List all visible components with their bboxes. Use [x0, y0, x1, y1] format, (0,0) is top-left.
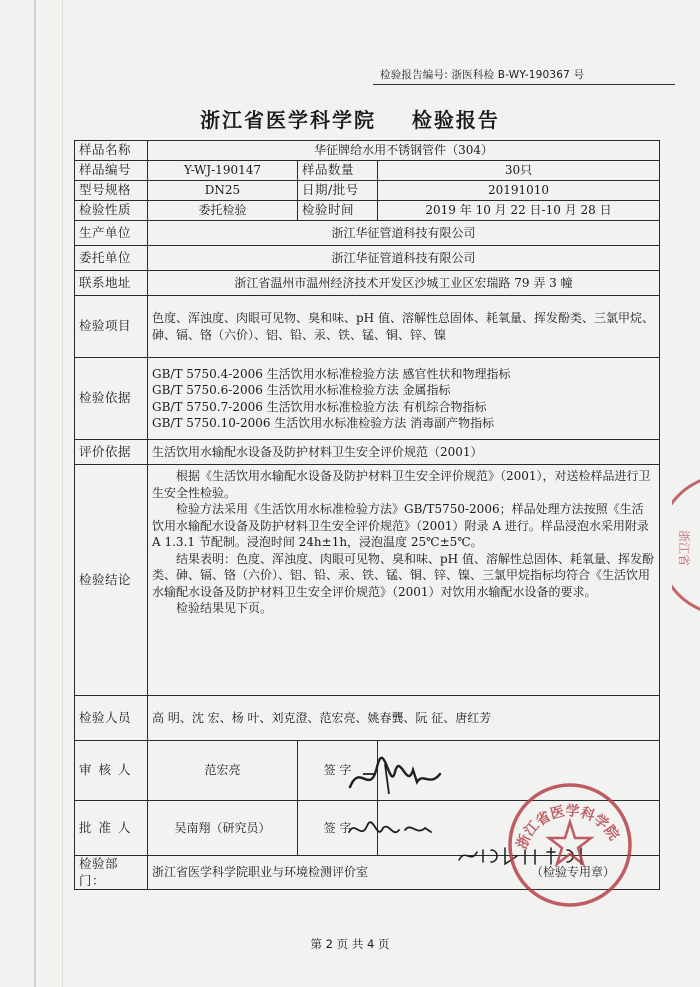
sample-no: Y-WJ-190147: [148, 161, 298, 181]
inspection-basis: [148, 358, 660, 440]
inspectors-label: 检验人员: [75, 696, 148, 741]
table-row: [75, 465, 660, 696]
table-row: [75, 271, 660, 296]
sign-label: 签 字: [298, 801, 378, 856]
sample-no-label: 样品编号: [75, 161, 148, 181]
seal-text: 浙江省医学科学院: [513, 803, 622, 852]
conclusion-paragraph: 检验方法采用《生活饮用水标准检验方法》GB/T5750-2006；样品处理方法按照《生活饮用水输配水设备及防护材料卫生安全评价规范》（2001）附录 A 进行。样品浸泡水采用附录 A 1.3.1 节配制。浸泡时间 24h±1h，浸泡温度 25℃±5℃。: [152, 502, 649, 549]
basis-label: 检验依据: [75, 358, 148, 440]
table-row: [75, 221, 660, 246]
date-batch-label: 日期/批号: [298, 181, 378, 201]
time-label: 检验时间: [298, 201, 378, 221]
table-row: [75, 141, 660, 161]
date-batch: 20191010: [378, 181, 660, 201]
department-name: 浙江省医学科学院职业与环境检测评价室: [152, 865, 369, 880]
table-row: [75, 181, 660, 201]
seal-label: （检验专用章）: [531, 865, 616, 880]
evaluation-basis: 生活饮用水输配水设备及防护材料卫生安全评价规范（2001）: [148, 440, 660, 465]
reviewer: 范宏亮: [148, 741, 298, 801]
header-rule: [373, 84, 675, 85]
conclusion-paragraph: 根据《生活饮用水输配水设备及防护材料卫生安全评价规范》（2001），对送检样品进行卫生安全性检验。: [152, 469, 651, 500]
fold-line: [34, 0, 36, 987]
client: 浙江华征管道科技有限公司: [148, 246, 660, 271]
nature-label: 检验性质: [75, 201, 148, 221]
table-row: [75, 161, 660, 181]
table-row: [75, 201, 660, 221]
basis-line: GB/T 5750.7-2006 生活饮用水标准检验方法 有机综合物指标: [152, 399, 487, 414]
official-seal: [505, 780, 635, 910]
inspection-time: 2019 年 10 月 22 日-10 月 28 日: [378, 201, 660, 221]
producer-label: 生产单位: [75, 221, 148, 246]
fold-line: [62, 0, 63, 987]
sample-name-label: 样品名称: [75, 141, 148, 161]
eval-label: 评价依据: [75, 440, 148, 465]
basis-line: GB/T 5750.10-2006 生活饮用水标准检验方法 消毒副产物指标: [152, 416, 495, 430]
sample-qty-label: 样品数量: [298, 161, 378, 181]
sample-name: 华征牌给水用不锈钢管件（304）: [148, 141, 660, 161]
client-label: 委托单位: [75, 246, 148, 271]
address-label: 联系地址: [75, 271, 148, 296]
items-label: 检验项目: [75, 296, 148, 358]
table-row: [75, 358, 660, 440]
nature: 委托检验: [148, 201, 298, 221]
page-number: 第 2 页 共 4 页: [310, 937, 390, 951]
report-number: 检验报告编号: 浙医科检 B-WY-190367 号: [380, 69, 585, 81]
model-label: 型号规格: [75, 181, 148, 201]
sign-label: 签 字: [298, 741, 378, 801]
basis-line: GB/T 5750.4-2006 生活饮用水标准检验方法 感官性状和物理指标: [152, 366, 511, 381]
conclusion-label: 检验结论: [75, 465, 148, 696]
model: DN25: [148, 181, 298, 201]
approver-signature: [345, 812, 435, 847]
report-title: 浙江省医学科学院 检验报告: [200, 108, 500, 132]
inspectors: 高 明、沈 宏、杨 叶、刘克澄、范宏亮、姚春龔、阮 征、唐红芳: [148, 696, 660, 741]
approver: 吴南翔（研究员）: [148, 801, 298, 856]
address: 浙江省温州市温州经济技术开发区沙城工业区宏瑞路 79 弄 3 幢: [148, 271, 660, 296]
producer: 浙江华征管道科技有限公司: [148, 221, 660, 246]
table-row: [75, 296, 660, 358]
side-seal-text: 浙江省: [677, 530, 691, 567]
inspection-items: 色度、浑浊度、肉眼可见物、臭和味、pH 值、溶解性总固体、耗氧量、挥发酚类、三氯甲烷、砷、镉、铬（六价）、铝、铅、汞、铁、锰、铜、锌、镍: [148, 296, 660, 358]
conclusion-paragraph: 检验结果见下页。: [176, 601, 273, 615]
conclusion: [148, 465, 660, 696]
dept-label: 检验部门：: [75, 856, 148, 890]
sample-qty: 30只: [378, 161, 660, 181]
table-row: [75, 440, 660, 465]
table-row: [75, 696, 660, 741]
conclusion-paragraph: 结果表明：色度、浑浊度、肉眼可见物、臭和味、pH 值、溶解性总固体、耗氧量、挥发酚类、砷、镉、铬（六价）、铝、铅、汞、铁、锰、铜、锌、镍、三氯甲烷指标均符合《生活饮用水输配水设备及防护材料卫生安全评价规范》（2001）对饮用水输配水设备的要求。: [152, 551, 654, 599]
table-row: [75, 246, 660, 271]
basis-line: GB/T 5750.6-2006 生活饮用水标准检验方法 金属指标: [152, 383, 451, 397]
reviewer-label: 审核人: [75, 741, 148, 801]
reviewer-signature: [345, 752, 445, 802]
approver-label: 批准人: [75, 801, 148, 856]
side-seal-fragment: [672, 470, 700, 620]
